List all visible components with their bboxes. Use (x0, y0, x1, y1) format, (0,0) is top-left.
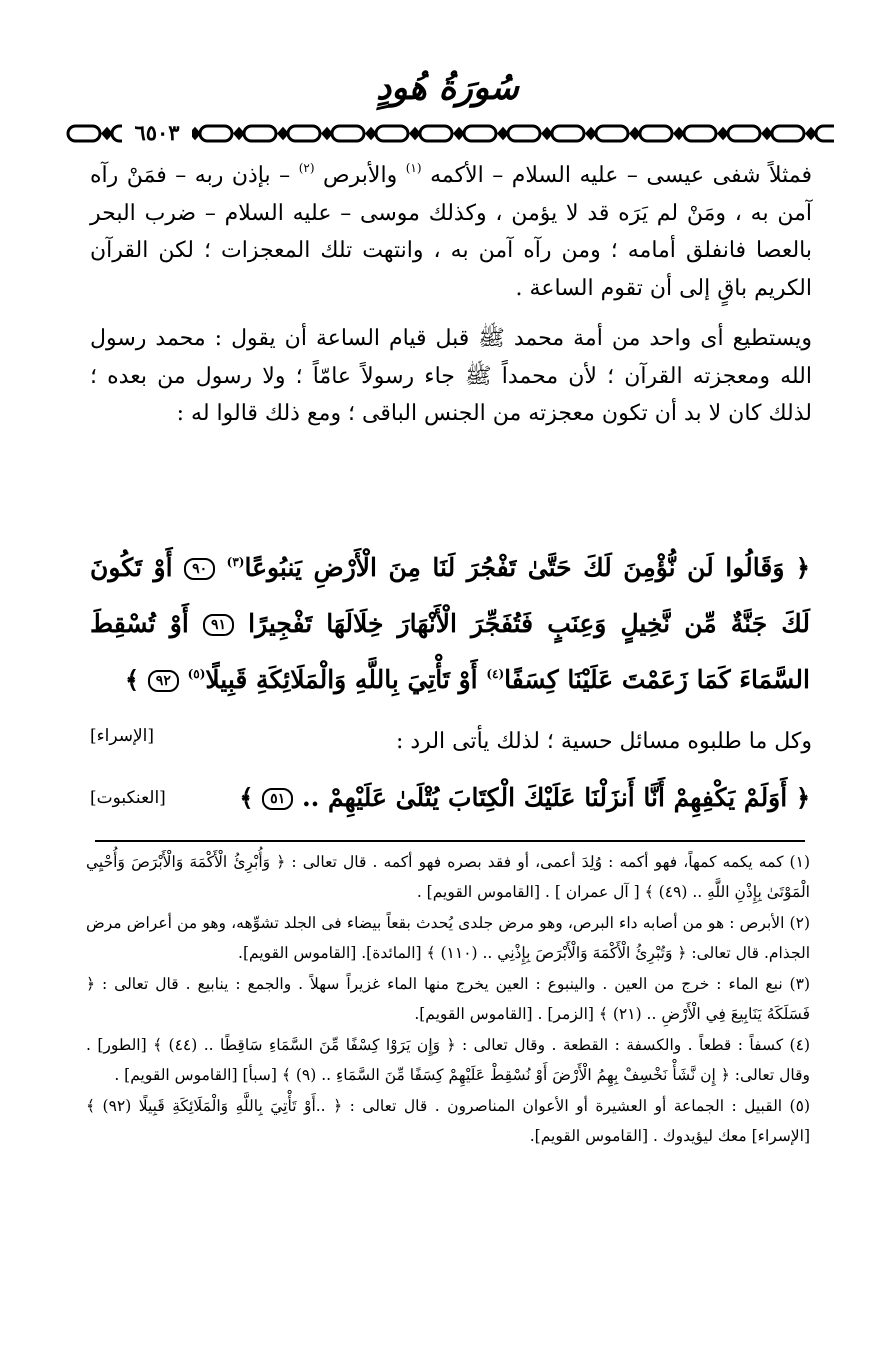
ayah-number: ٩١ (203, 614, 234, 636)
verse-segment: وَقَالُوا لَن نُّؤْمِنَ لَكَ حَتَّىٰ تَفْجُرَ لَنَا مِنَ الْأَرْضِ يَنبُوعًا (244, 553, 785, 582)
footnote-2: (٢) الأبرص : هو من أصابه داء البرص، وهو مرض جلدى يُحدث بقعاً بيضاء فى الجلد تشوِّهه، وهو من أعراض مرض الجذام. قال تعالى: ﴿ وَتُبْرِئُ الْأَكْمَهَ وَالْأَبْرَصَ بِإِذْنِي .. (١١٠) ﴾ [المائدة]. [القاموس القويم]. (86, 914, 810, 962)
footnote-3: (٣) نبع الماء : خرج من العين . والينبوع : العين يخرج منها الماء غزيراً سهلاً . والجمع : ينابيع . قال تعالى : ﴿ فَسَلَكَهُ يَنَابِيعَ فِي الْأَرْضِ .. (٢١) ﴾ [الزمر] . [القاموس القويم]. (86, 975, 810, 1023)
text-segment: – بإذن ربه – فمَنْ رآه آمن به ، ومَنْ لم يَرَه قد لا يؤمن ، وكذلك موسى – عليه السلام – ضرب البحر بالعصا فانفلق أمامه ؛ ومن رآه آمن به ، وانتهت تلك المعجزات ؛ لكن القرآن الكريم باقٍ إلى أن تقوم الساعة . (90, 163, 812, 301)
verse-open-bracket: ﴿ (795, 783, 810, 812)
page-number: ٦٥٠٣ (122, 119, 192, 147)
ayah-number: ٩٠ (184, 558, 215, 580)
surah-reference: [الإسراء] (90, 726, 155, 746)
ayah-number: ٥١ (262, 788, 293, 810)
verse-segment: أَوْ تَكُونَ لَكَ جَنَّةٌ مِّن نَّخِيلٍ وَعِنَبٍ فَتُفَجِّرَ الْأَنْهَارَ خِلَالَهَا تَفْجِيرًا (90, 553, 810, 638)
quran-verse-ankabut (90, 770, 810, 826)
text-segment: فمثلاً شفى عيسى – عليه السلام – الأكمه (430, 163, 813, 188)
footnote-ref: (٢) (298, 161, 315, 175)
paragraph-1 (90, 157, 812, 307)
paragraph-3: وكل ما طلبوه مسائل حسية ؛ لذلك يأتى الرد : (395, 729, 812, 754)
surah-reference: [العنكبوت] (90, 788, 166, 808)
main-text (90, 157, 812, 433)
verse-close-bracket: ﴾ (239, 783, 254, 812)
verse-segment: أَوَلَمْ يَكْفِهِمْ أَنَّا أَنزَلْنَا عَلَيْكَ الْكِتَابَ يُتْلَىٰ عَلَيْهِمْ .. (301, 783, 788, 812)
footnote-ref: (٤) (486, 667, 505, 681)
footnote-ref: (١) (405, 161, 422, 175)
footnote-1: (١) كمه يكمه كمهاً، فهو أكمه : وُلِدَ أعمى، أو فقد بصره فهو أكمه . قال تعالى : ﴿ وَأُبْرِئُ الْأَكْمَهَ وَالْأَبْرَصَ وَأُحْيِي الْمَوْتَىٰ بِإِذْنِ اللَّهِ .. (٤٩) ﴾ [ آل عمران ] . [القاموس القويم] . (86, 853, 810, 901)
surah-title: سُورَةُ هُودٍ (376, 68, 519, 108)
ayah-number: ٩٢ (148, 670, 179, 692)
footnote-ref: (٥) (187, 667, 206, 681)
verse-segment: أَوْ تُسْقِطَ السَّمَاءَ كَمَا زَعَمْتَ عَلَيْنَا كِسَفًا (90, 609, 810, 694)
footnote-separator (95, 840, 805, 842)
verse-close-bracket: ﴾ (125, 665, 140, 694)
text-segment: والأبرص (323, 163, 398, 188)
footnote-4: (٤) كسفاً : قطعاً . والكسفة : القطعة . وقال تعالى : ﴿ وَإِن يَرَوْا كِسْفًا مِّنَ السَّمَاءِ سَاقِطًا .. (٤٤) ﴾ [الطور] . وقال تعالى: ﴿ إِن نَّشَأْ نَخْسِفْ بِهِمُ الْأَرْضَ أَوْ نُسْقِطْ عَلَيْهِمْ كِسَفًا مِّنَ السَّمَاءِ .. (٩) ﴾ [سبأ] [القاموس القويم] . (86, 1036, 810, 1084)
footnotes (86, 848, 810, 1153)
verse-open-bracket: ﴿ (795, 553, 810, 582)
paragraph-2: ويستطيع أى واحد من أمة محمد ﷺ قبل قيام الساعة أن يقول : محمد رسول الله ومعجزته القرآن ؛ لأن محمداً ﷺ جاء رسولاً عامّاً ؛ ولا رسول من بعده ؛ لذلك كان لا بد أن تكون معجزته من الجنس الباقى ؛ ومع ذلك قالوا له : (90, 326, 812, 426)
verse-segment: أَوْ تَأْتِيَ بِاللَّهِ وَالْمَلَائِكَةِ قَبِيلًا (205, 665, 478, 694)
footnote-ref: (٣) (226, 555, 245, 569)
footnote-5: (٥) القبيل : الجماعة أو العشيرة أو الأعوان المناصرون . قال تعالى : ﴿ ..أَوْ تَأْتِيَ بِاللَّهِ وَالْمَلَائِكَةِ قَبِيلًا (٩٢) ﴾ [الإسراء] معك ليؤيدوك . [القاموس القويم]. (86, 1097, 810, 1145)
